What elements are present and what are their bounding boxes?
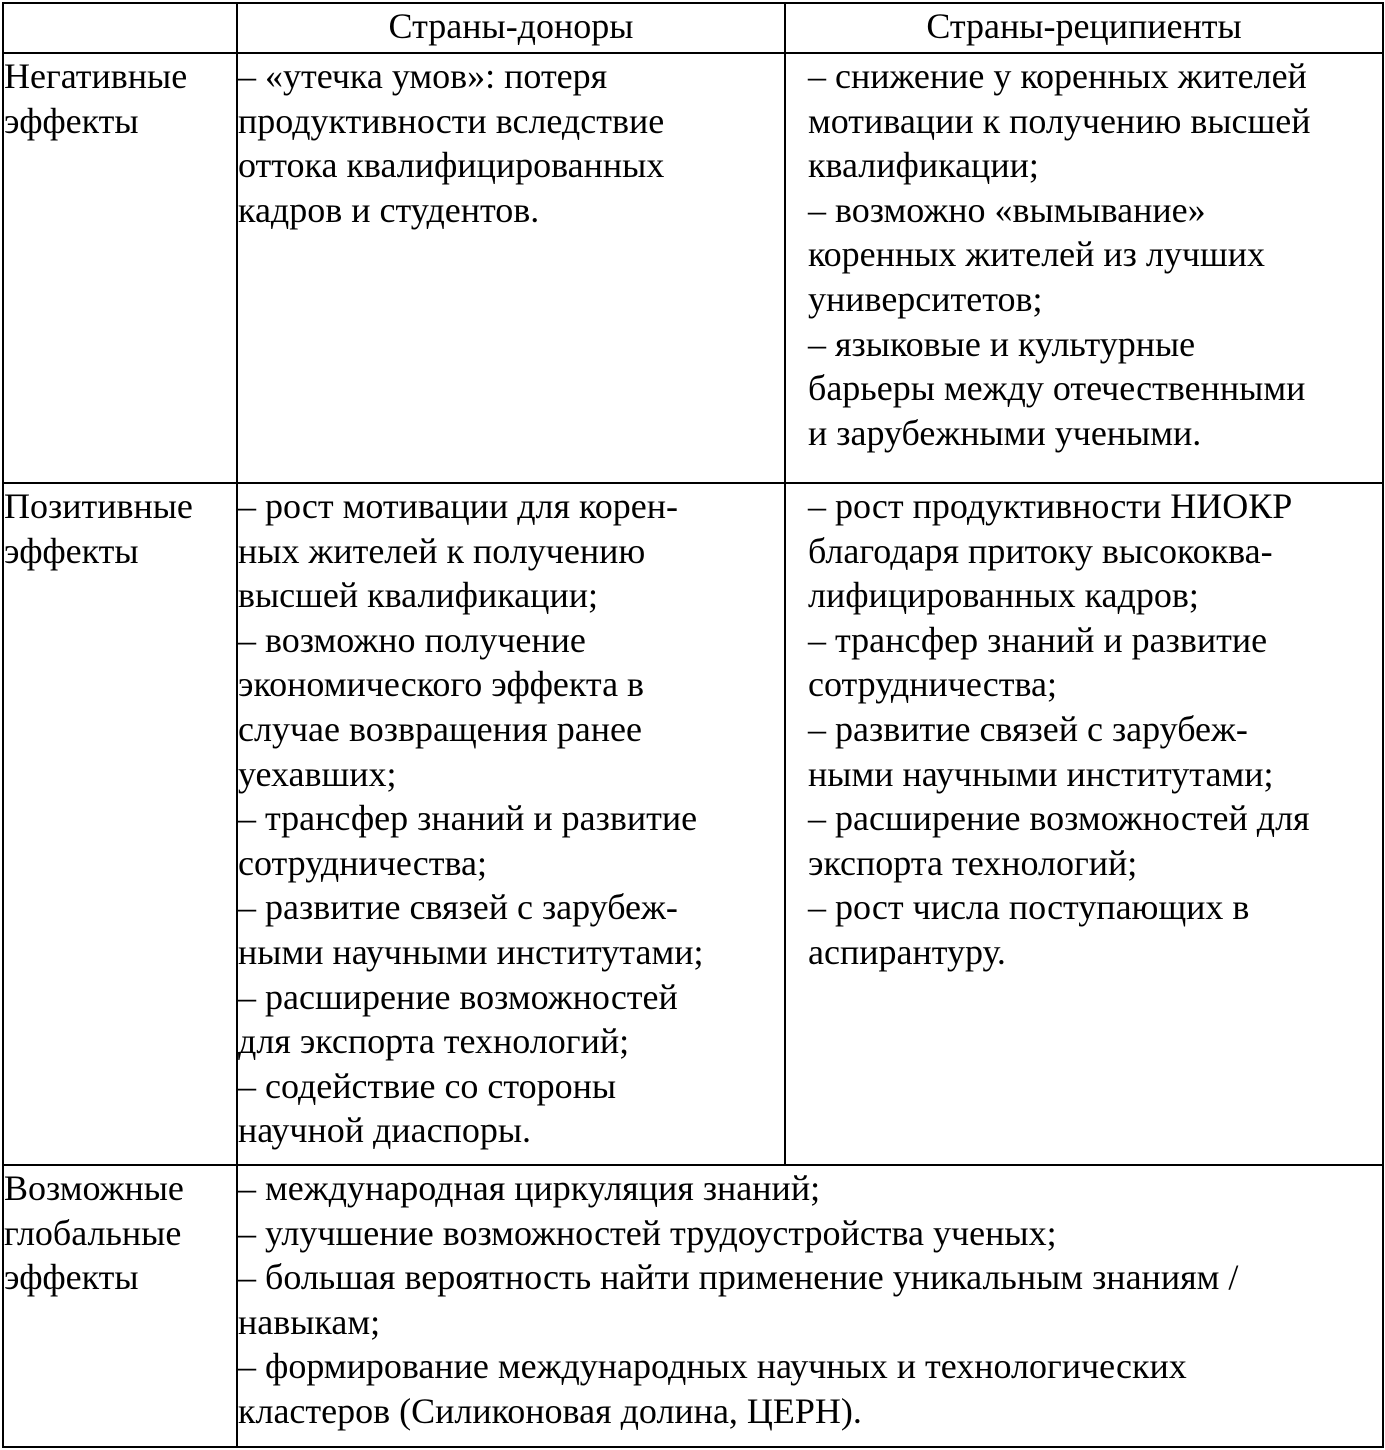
text-line: сотрудничества; [808, 664, 1057, 705]
label-line: глобальные [4, 1212, 182, 1253]
text-line: – рост числа поступающих в [808, 887, 1250, 928]
text-line: – большая вероятность найти применение уникальным знаниям / [238, 1257, 1239, 1298]
text-line: – возможно «вымывание» [808, 189, 1206, 230]
global-effects-row [3, 1165, 1383, 1447]
text-line: коренных жителей из лучших [808, 234, 1265, 275]
text-line: – международная циркуляция знаний; [238, 1168, 821, 1208]
text-line: лифицированных кадров; [808, 575, 1199, 616]
text-line: благодаря притоку высококва- [808, 530, 1273, 571]
text-line: – развитие связей с зарубеж- [808, 708, 1248, 749]
effects-table [2, 2, 1384, 1448]
text-line: – развитие связей с зарубеж- [238, 887, 678, 928]
label-line: Негативные [4, 56, 188, 96]
text-line: – трансфер знаний и развитие [808, 619, 1268, 660]
text-line: экономического эффекта в [238, 664, 645, 705]
label-line: эффекты [4, 530, 139, 571]
text-line: – улучшение возможностей трудоустройства ученых; [238, 1212, 1057, 1253]
text-line: научной диаспоры. [238, 1110, 532, 1151]
negative-recipients-cell [785, 53, 1383, 483]
header-donors: Страны-доноры [237, 3, 785, 53]
text-line: ными научными институтами; [238, 931, 704, 972]
text-line: барьеры между отечественными [808, 368, 1306, 409]
label-line: Возможные [4, 1168, 184, 1208]
positive-donors-cell [237, 483, 785, 1165]
text-line: – языковые и культурные [808, 323, 1196, 364]
header-recipients: Страны-реципиенты [785, 3, 1383, 53]
text-line: оттока квалифицированных [238, 145, 665, 186]
text-line: – рост мотивации для корен- [238, 486, 678, 526]
text-line: сотрудничества; [238, 842, 487, 883]
text-line: – трансфер знаний и развитие [238, 798, 698, 839]
text-line: случае возвращения ранее [238, 708, 642, 749]
label-line: эффекты [4, 1257, 139, 1298]
text-line: для экспорта технологий; [238, 1021, 630, 1062]
text-line: университетов; [808, 278, 1043, 319]
text-line: и зарубежными учеными. [808, 412, 1202, 453]
text-line: кластеров (Силиконовая долина, ЦЕРН). [238, 1390, 862, 1431]
negative-donors-cell [237, 53, 785, 483]
negative-effects-label [3, 53, 237, 483]
label-line: эффекты [4, 100, 139, 141]
header-corner-cell [3, 3, 237, 53]
text-line: – возможно получение [238, 619, 586, 660]
text-line: высшей квалификации; [238, 575, 598, 616]
text-line: навыкам; [238, 1301, 381, 1342]
text-line: – рост продуктивности НИОКР [808, 486, 1293, 526]
global-effects-label [3, 1165, 237, 1447]
text-line: квалификации; [808, 145, 1039, 186]
positive-recipients-cell [785, 483, 1383, 1165]
text-line: ными научными институтами; [808, 753, 1274, 794]
label-line: Позитивные [4, 486, 193, 526]
positive-effects-row [3, 483, 1383, 1165]
text-line: мотивации к получению высшей [808, 100, 1311, 141]
text-line: ных жителей к получению [238, 530, 646, 571]
positive-effects-label [3, 483, 237, 1165]
text-line: – формирование международных научных и технологических [238, 1346, 1187, 1387]
text-line: продуктивности вследствие [238, 100, 665, 141]
text-line: экспорта технологий; [808, 842, 1138, 883]
text-line: кадров и студентов. [238, 189, 540, 230]
text-line: – «утечка умов»: потеря [238, 56, 608, 96]
header-row [3, 3, 1383, 53]
text-line: уехавших; [238, 753, 397, 794]
text-line: – расширение возможностей для [808, 798, 1310, 839]
text-line: – расширение возможностей [238, 976, 678, 1017]
text-line: – снижение у коренных жителей [808, 56, 1307, 96]
negative-effects-row [3, 53, 1383, 483]
text-line: – содействие со стороны [238, 1065, 617, 1106]
text-line: аспирантуру. [808, 931, 1006, 972]
global-effects-cell [237, 1165, 1383, 1447]
